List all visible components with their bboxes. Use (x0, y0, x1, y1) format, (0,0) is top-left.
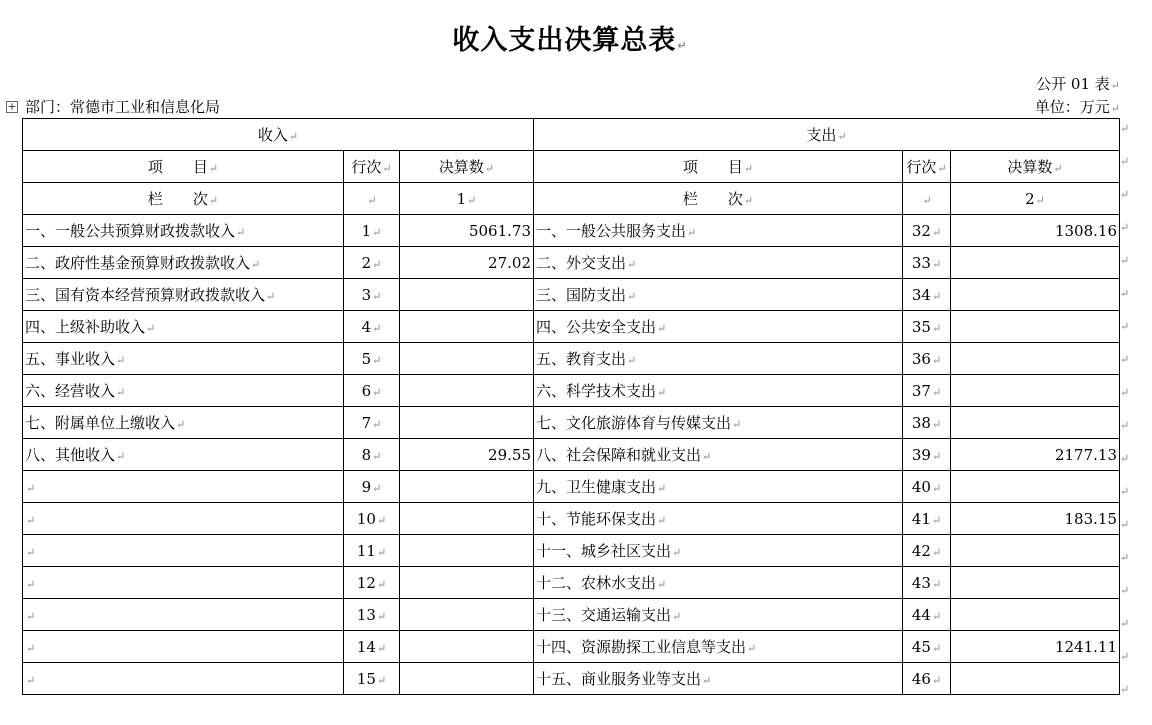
paragraph-mark-icon: ↵ (116, 450, 126, 463)
income-column-number: 1↵ (400, 183, 534, 215)
paragraph-mark-icon: ↵ (657, 322, 667, 335)
paragraph-mark-icon: ↵ (931, 257, 942, 271)
paragraph-mark-icon: ↵ (657, 482, 667, 495)
paragraph-mark-icon: ↵ (657, 514, 667, 527)
income-line-cell-text: 14 (356, 637, 376, 656)
income-line-cell-text: 1 (361, 221, 372, 240)
paragraph-mark-icon: ↵ (26, 481, 36, 495)
unit-text: 单位：万元 (1034, 98, 1110, 116)
expense-line-cell-text: 33 (911, 253, 931, 272)
paragraph-mark-icon: ↵ (931, 481, 942, 495)
table-row (23, 503, 1120, 535)
expense-amount-cell-text: 1241.11 (1054, 637, 1117, 656)
income-line-cell-text: 8 (361, 445, 372, 464)
paragraph-mark-icon: ↵ (372, 353, 382, 367)
income-line-cell (344, 631, 400, 663)
expense-line-cell-text: 44 (911, 605, 931, 624)
header-row-column-numbers (23, 183, 1120, 215)
paragraph-mark-icon: ↵ (26, 609, 36, 623)
expense-item-cell (534, 599, 903, 631)
paragraph-mark-icon: ↵ (931, 225, 942, 239)
row-end-mark-icon: ↵ (1120, 485, 1130, 498)
paragraph-mark-icon: ↵ (367, 193, 377, 207)
expense-line-cell (903, 471, 951, 503)
income-amount-cell (400, 215, 534, 247)
income-item-cell (23, 311, 344, 343)
row-end-mark-icon: ↵ (1120, 386, 1130, 399)
table-row (23, 631, 1120, 663)
paragraph-mark-icon: ↵ (931, 449, 942, 463)
expense-line-cell (903, 279, 951, 311)
paragraph-mark-icon: ↵ (743, 194, 754, 207)
paragraph-mark-icon: ↵ (702, 450, 712, 463)
expense-line-cell (903, 567, 951, 599)
paragraph-mark-icon: ↵ (116, 354, 126, 367)
paragraph-mark-icon: ↵ (372, 385, 382, 399)
expense-item-cell-text: 一、一般公共服务支出 (536, 222, 687, 240)
income-item-cell (23, 535, 344, 567)
income-item-cell-text: 五、事业收入 (25, 350, 116, 368)
expense-item-cell-text: 七、文化旅游体育与传媒支出 (536, 414, 732, 432)
income-item-cell-text: 六、经营收入 (25, 382, 116, 400)
paragraph-mark-icon: ↵ (702, 674, 712, 687)
expense-item-cell-text: 十一、城乡社区支出 (536, 542, 672, 560)
paragraph-mark-icon: ↵ (1110, 79, 1120, 92)
expense-amount-cell-text: 2177.13 (1054, 445, 1117, 464)
income-amount-cell (400, 535, 534, 567)
table-row (23, 663, 1120, 695)
income-section-header: 收入↵ (23, 119, 534, 151)
income-line-cell (344, 599, 400, 631)
table-row (23, 439, 1120, 471)
expense-line-cell-text: 43 (911, 573, 931, 592)
paragraph-mark-icon: ↵ (376, 673, 387, 687)
row-end-mark-icon: ↵ (1120, 353, 1130, 366)
row-end-marks (1120, 118, 1134, 712)
income-amount-cell (400, 599, 534, 631)
income-item-cell-text: 八、其他收入 (25, 446, 116, 464)
expense-line-cell (903, 375, 951, 407)
table-number (1036, 73, 1120, 94)
expense-line-cell-text: 38 (911, 413, 931, 432)
table-row (23, 247, 1120, 279)
income-amount-cell (400, 503, 534, 535)
paragraph-mark-icon: ↵ (672, 610, 682, 623)
row-end-mark-icon: ↵ (1120, 320, 1130, 333)
row-end-mark-icon: ↵ (1120, 452, 1130, 465)
paragraph-mark-icon: ↵ (288, 130, 299, 143)
table-row (23, 215, 1120, 247)
income-amount-cell (400, 247, 534, 279)
expense-line-cell-text: 35 (911, 317, 931, 336)
income-line-cell (344, 567, 400, 599)
expense-line-cell (903, 663, 951, 695)
income-line-cell (344, 407, 400, 439)
expense-item-cell (534, 439, 903, 471)
row-end-mark-icon: ↵ (1120, 584, 1130, 597)
income-amount-header: 决算数↵ (400, 151, 534, 183)
row-end-mark-icon: ↵ (1120, 122, 1130, 135)
paragraph-mark-icon: ↵ (376, 513, 387, 527)
paragraph-mark-icon: ↵ (627, 354, 637, 367)
expense-amount-cell (951, 535, 1120, 567)
expense-item-cell (534, 631, 903, 663)
income-amount-cell-text: 29.55 (488, 445, 531, 464)
expense-line-cell-text: 36 (911, 349, 931, 368)
expense-line-cell-text: 41 (911, 509, 931, 528)
income-line-cell (344, 279, 400, 311)
paragraph-mark-icon: ↵ (931, 385, 942, 399)
paragraph-mark-icon: ↵ (251, 258, 261, 271)
income-item-cell (23, 247, 344, 279)
expense-amount-cell (951, 247, 1120, 279)
paragraph-mark-icon: ↵ (1035, 193, 1045, 207)
paragraph-mark-icon: ↵ (266, 290, 276, 303)
income-line-cell (344, 471, 400, 503)
paragraph-mark-icon: ↵ (677, 39, 688, 52)
paragraph-mark-icon: ↵ (372, 449, 382, 463)
income-line-cell-text: 3 (361, 285, 372, 304)
income-item-cell-text: 二、政府性基金预算财政拨款收入 (25, 254, 251, 272)
paragraph-mark-icon: ↵ (931, 577, 942, 591)
expense-line-cell-text: 42 (911, 541, 931, 560)
income-expense-table (22, 118, 1120, 695)
expense-item-cell-text: 四、公共安全支出 (536, 318, 657, 336)
expense-amount-cell-text: 183.15 (1064, 509, 1117, 528)
income-amount-cell (400, 407, 534, 439)
paragraph-mark-icon: ↵ (484, 162, 495, 175)
income-amount-cell (400, 663, 534, 695)
expense-amount-cell-text: 1308.16 (1054, 221, 1117, 240)
expense-line-header: 行次↵ (903, 151, 951, 183)
table-row (23, 535, 1120, 567)
income-line-cell-text: 6 (361, 381, 372, 400)
expense-amount-cell (951, 343, 1120, 375)
income-line-cell-text: 7 (361, 413, 372, 432)
expense-line-column-blank (903, 183, 951, 215)
income-item-cell (23, 471, 344, 503)
paragraph-mark-icon: ↵ (931, 673, 942, 687)
expense-amount-cell (951, 663, 1120, 695)
expense-item-cell (534, 567, 903, 599)
income-item-cell (23, 439, 344, 471)
expense-amount-cell (951, 471, 1120, 503)
paragraph-mark-icon: ↵ (372, 417, 382, 431)
table-row (23, 599, 1120, 631)
income-amount-cell-text: 27.02 (488, 253, 531, 272)
paragraph-mark-icon: ↵ (922, 193, 932, 207)
expense-line-cell (903, 439, 951, 471)
income-line-cell (344, 215, 400, 247)
expense-line-cell-text: 39 (911, 445, 931, 464)
income-amount-cell (400, 279, 534, 311)
expense-item-cell (534, 375, 903, 407)
income-line-column-blank (344, 183, 400, 215)
income-line-cell (344, 311, 400, 343)
expense-item-cell-text: 十三、交通运输支出 (536, 606, 672, 624)
paragraph-mark-icon: ↵ (931, 321, 942, 335)
paragraph-mark-icon: ↵ (236, 226, 246, 239)
income-amount-cell (400, 471, 534, 503)
expense-amount-cell (951, 631, 1120, 663)
expense-line-cell-text: 45 (911, 637, 931, 656)
paragraph-mark-icon: ↵ (146, 322, 156, 335)
expense-item-cell (534, 663, 903, 695)
row-end-mark-icon: ↵ (1120, 155, 1130, 168)
paragraph-mark-icon: ↵ (1053, 162, 1063, 175)
paragraph-mark-icon: ↵ (26, 673, 36, 687)
income-item-cell (23, 343, 344, 375)
income-item-cell-text: 三、国有资本经营预算财政拨款收入 (25, 286, 266, 304)
expense-section-header: 支出↵ (534, 119, 1120, 151)
income-item-cell (23, 407, 344, 439)
table-move-handle-icon[interactable]: + (7, 100, 17, 113)
expense-item-cell (534, 343, 903, 375)
paragraph-mark-icon: ↵ (931, 641, 942, 655)
income-amount-cell (400, 375, 534, 407)
expense-item-cell (534, 407, 903, 439)
income-amount-cell (400, 439, 534, 471)
expense-line-cell (903, 215, 951, 247)
row-end-mark-icon: ↵ (1120, 683, 1130, 696)
paragraph-mark-icon: ↵ (837, 130, 847, 143)
income-line-cell-text: 2 (361, 253, 372, 272)
expense-line-cell-text: 34 (911, 285, 931, 304)
paragraph-mark-icon: ↵ (208, 162, 219, 175)
paragraph-mark-icon: ↵ (687, 226, 697, 239)
income-line-cell-text: 9 (361, 477, 372, 496)
paragraph-mark-icon: ↵ (26, 641, 36, 655)
income-line-cell (344, 663, 400, 695)
expense-line-cell (903, 631, 951, 663)
paragraph-mark-icon: ↵ (672, 546, 682, 559)
income-line-cell-text: 5 (361, 349, 372, 368)
income-item-cell (23, 503, 344, 535)
income-line-cell-text: 12 (356, 573, 376, 592)
income-item-cell (23, 279, 344, 311)
expense-line-cell (903, 311, 951, 343)
expense-line-cell (903, 247, 951, 279)
paragraph-mark-icon: ↵ (937, 162, 947, 175)
expense-column-label: 栏 次↵ (534, 183, 903, 215)
paragraph-mark-icon: ↵ (627, 258, 637, 271)
income-line-cell-text: 10 (356, 509, 376, 528)
expense-amount-cell (951, 279, 1120, 311)
paragraph-mark-icon: ↵ (372, 321, 382, 335)
income-item-cell (23, 215, 344, 247)
paragraph-mark-icon: ↵ (376, 609, 387, 623)
row-end-mark-icon: ↵ (1120, 650, 1130, 663)
income-item-cell-text: 一、一般公共预算财政拨款收入 (25, 222, 236, 240)
row-end-mark-icon: ↵ (1120, 419, 1130, 432)
expense-amount-cell (951, 407, 1120, 439)
expense-item-cell (534, 503, 903, 535)
income-line-cell-text: 11 (356, 541, 376, 560)
income-item-cell (23, 567, 344, 599)
expense-item-cell (534, 535, 903, 567)
paragraph-mark-icon: ↵ (931, 417, 942, 431)
income-item-cell (23, 631, 344, 663)
income-line-header: 行次↵ (344, 151, 400, 183)
expense-line-cell (903, 599, 951, 631)
expense-item-cell-text: 十二、农林水支出 (536, 574, 657, 592)
expense-line-cell (903, 407, 951, 439)
department-label: 部门：常德市工业和信息化局 (25, 98, 221, 116)
paragraph-mark-icon: ↵ (26, 577, 36, 591)
paragraph-mark-icon: ↵ (931, 353, 942, 367)
expense-item-cell-text: 十五、商业服务业等支出 (536, 670, 702, 688)
paragraph-mark-icon: ↵ (26, 513, 36, 527)
paragraph-mark-icon: ↵ (376, 545, 387, 559)
unit-label (1035, 96, 1120, 117)
income-line-cell (344, 535, 400, 567)
paragraph-mark-icon: ↵ (657, 386, 667, 399)
income-line-cell (344, 343, 400, 375)
paragraph-mark-icon: ↵ (1110, 102, 1120, 115)
income-item-cell (23, 375, 344, 407)
paragraph-mark-icon: ↵ (931, 513, 942, 527)
paragraph-mark-icon: ↵ (372, 481, 382, 495)
expense-item-cell (534, 247, 903, 279)
expense-item-cell-text: 三、国防支出 (536, 286, 627, 304)
paragraph-mark-icon: ↵ (931, 609, 942, 623)
paragraph-mark-icon: ↵ (743, 162, 754, 175)
header-row-columns (23, 151, 1120, 183)
table-row (23, 407, 1120, 439)
paragraph-mark-icon: ↵ (372, 257, 382, 271)
expense-item-cell-text: 二、外交支出 (536, 254, 627, 272)
paragraph-mark-icon: ↵ (732, 418, 742, 431)
income-item-cell-text: 四、上级补助收入 (25, 318, 146, 336)
table-row (23, 311, 1120, 343)
paragraph-mark-icon: ↵ (931, 545, 942, 559)
expense-column-number: 2↵ (951, 183, 1120, 215)
expense-item-cell-text: 九、卫生健康支出 (536, 478, 657, 496)
row-end-mark-icon: ↵ (1120, 551, 1130, 564)
expense-amount-cell (951, 439, 1120, 471)
expense-line-cell (903, 535, 951, 567)
income-line-cell-text: 15 (356, 669, 376, 688)
income-item-cell-text: 七、附属单位上缴收入 (25, 414, 176, 432)
row-end-mark-icon: ↵ (1120, 518, 1130, 531)
paragraph-mark-icon: ↵ (657, 578, 667, 591)
income-line-cell-text: 13 (356, 605, 376, 624)
expense-item-cell (534, 279, 903, 311)
paragraph-mark-icon: ↵ (372, 289, 382, 303)
table-row (23, 375, 1120, 407)
table-row (23, 279, 1120, 311)
expense-item-cell-text: 五、教育支出 (536, 350, 627, 368)
income-line-cell (344, 439, 400, 471)
title-text: 收入支出决算总表 (452, 25, 677, 56)
row-end-mark-icon: ↵ (1120, 254, 1130, 267)
expense-item-cell-text: 八、社会保障和就业支出 (536, 446, 702, 464)
income-amount-cell (400, 343, 534, 375)
page-title (0, 18, 1140, 57)
table-row (23, 343, 1120, 375)
paragraph-mark-icon: ↵ (208, 194, 219, 207)
income-line-cell (344, 503, 400, 535)
income-item-cell (23, 663, 344, 695)
income-item-cell (23, 599, 344, 631)
row-end-mark-icon: ↵ (1120, 287, 1130, 300)
paragraph-mark-icon: ↵ (26, 545, 36, 559)
expense-amount-cell (951, 599, 1120, 631)
table-row (23, 471, 1120, 503)
income-line-cell (344, 375, 400, 407)
row-end-mark-icon: ↵ (1120, 617, 1130, 630)
expense-item-cell (534, 471, 903, 503)
row-end-mark-icon: ↵ (1120, 221, 1130, 234)
expense-item-cell-text: 六、科学技术支出 (536, 382, 657, 400)
expense-line-cell (903, 343, 951, 375)
table-row (23, 567, 1120, 599)
paragraph-mark-icon: ↵ (376, 641, 387, 655)
paragraph-mark-icon: ↵ (376, 577, 387, 591)
expense-line-cell-text: 40 (911, 477, 931, 496)
income-item-header: 项 目↵ (23, 151, 344, 183)
expense-amount-cell (951, 375, 1120, 407)
table-number-text: 公开 01 表 (1036, 75, 1110, 93)
header-row-sections (23, 119, 1120, 151)
expense-item-cell (534, 215, 903, 247)
expense-amount-cell (951, 567, 1120, 599)
expense-line-cell-text: 32 (911, 221, 931, 240)
expense-item-cell-text: 十、节能环保支出 (536, 510, 657, 528)
income-line-cell (344, 247, 400, 279)
expense-amount-cell (951, 503, 1120, 535)
expense-amount-header: 决算数↵ (951, 151, 1120, 183)
paragraph-mark-icon: ↵ (116, 386, 126, 399)
expense-amount-cell (951, 215, 1120, 247)
income-amount-cell (400, 567, 534, 599)
paragraph-mark-icon: ↵ (372, 225, 382, 239)
paragraph-mark-icon: ↵ (747, 642, 757, 655)
expense-line-cell-text: 46 (911, 669, 931, 688)
expense-item-cell (534, 311, 903, 343)
income-amount-cell (400, 631, 534, 663)
paragraph-mark-icon: ↵ (467, 193, 477, 207)
expense-line-cell-text: 37 (911, 381, 931, 400)
paragraph-mark-icon: ↵ (627, 290, 637, 303)
income-line-cell-text: 4 (361, 317, 372, 336)
paragraph-mark-icon: ↵ (382, 162, 392, 175)
paragraph-mark-icon: ↵ (176, 418, 186, 431)
income-amount-cell (400, 311, 534, 343)
expense-amount-cell (951, 311, 1120, 343)
paragraph-mark-icon: ↵ (931, 289, 942, 303)
income-column-label: 栏 次↵ (23, 183, 344, 215)
expense-item-cell-text: 十四、资源勘探工业信息等支出 (536, 638, 747, 656)
expense-line-cell (903, 503, 951, 535)
row-end-mark-icon: ↵ (1120, 188, 1130, 201)
expense-item-header: 项 目↵ (534, 151, 903, 183)
income-amount-cell-text: 5061.73 (468, 221, 531, 240)
